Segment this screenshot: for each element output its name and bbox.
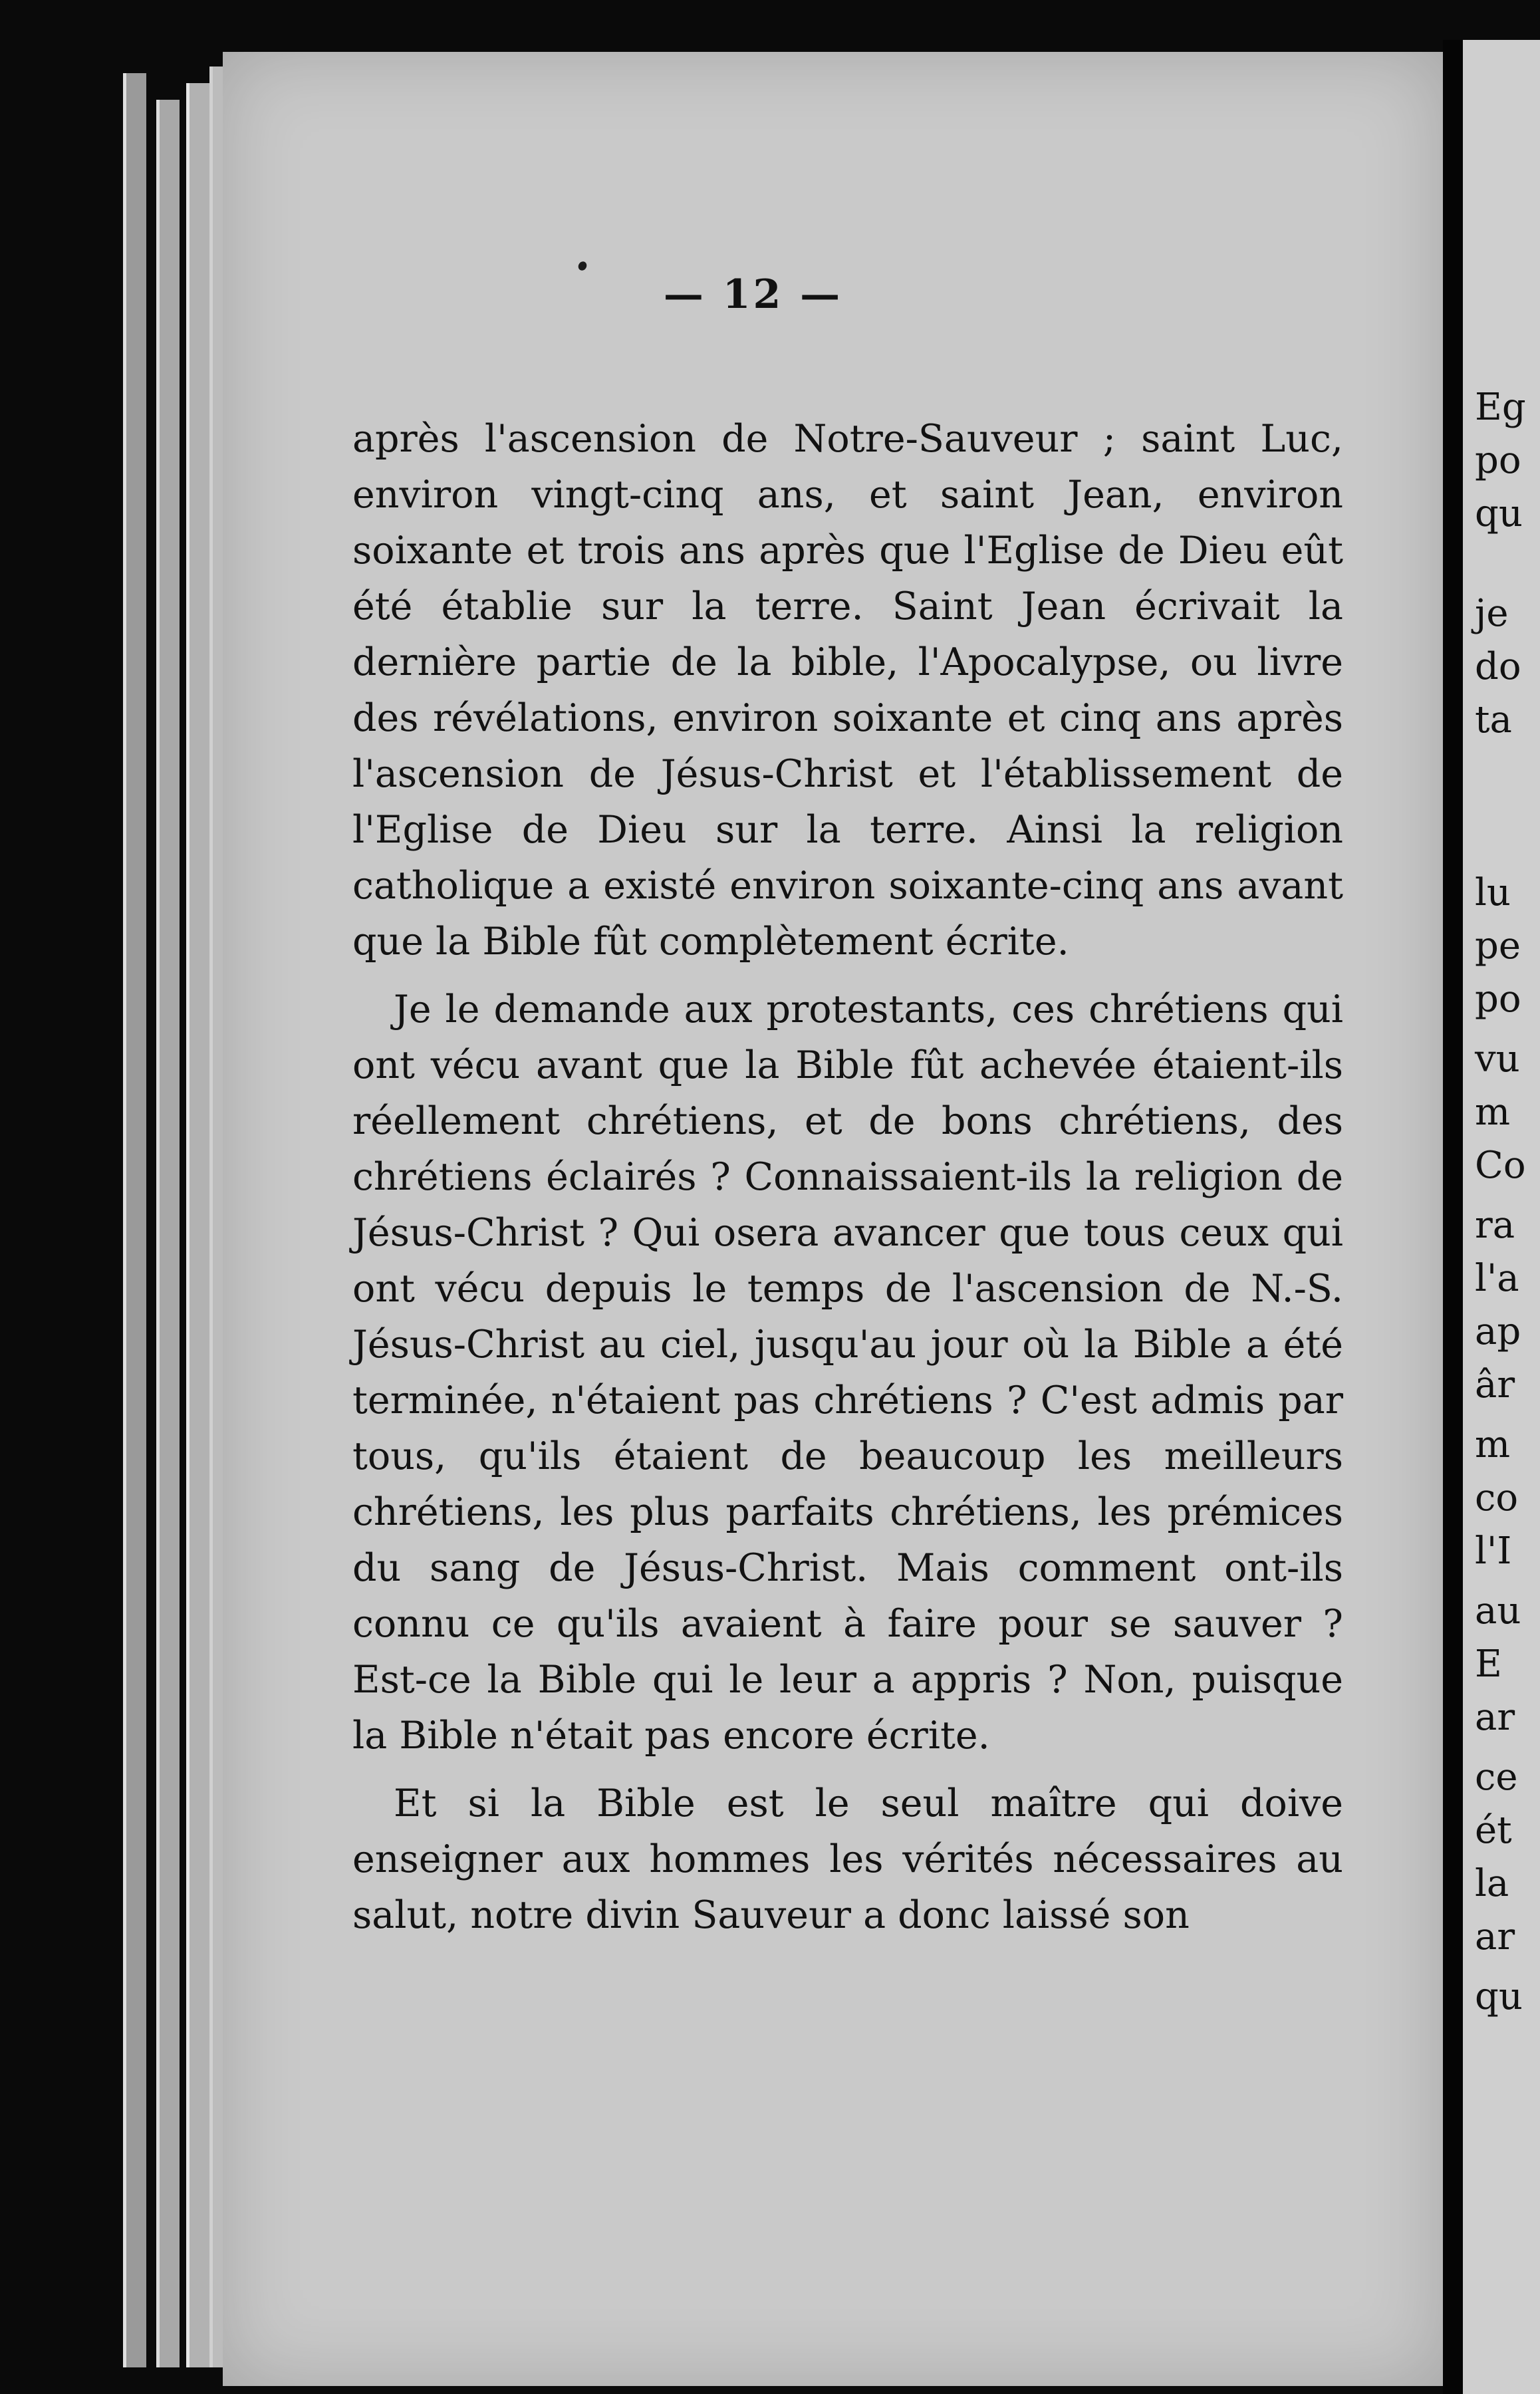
paragraph-3: Et si la Bible est le seul maître qui doive enseigner aux hommes les vérités nécessaires au salut, notre divin Sauveur a donc laissé son [352, 1782, 1343, 1937]
next-page-fragment: po [1475, 978, 1521, 1021]
next-page-fragment: co [1475, 1476, 1519, 1520]
ink-speck [577, 260, 588, 272]
next-page-fragment: Eg [1475, 386, 1526, 429]
paragraph-2: Je le demande aux protestants, ces chrétiens qui ont vécu avant que la Bible fût achevée étaient-ils réellement chrétiens, et de bons chrétiens, des chrétiens éclairés ? Connaissaient-ils la religion de Jésus-Christ ? Qui osera avancer que tous ceux qui ont vécu depuis le temps de l'ascension de N.-S. Jésus-Christ au ciel, jusqu'au jour où la Bible a été terminée, n'étaient pas chrétiens ? C'est admis par tous, qu'ils étaient de beaucoup les meilleurs chrétiens, les plus parfaits chrétiens, les prémices du sang de Jésus-Christ. Mais comment ont-ils connu ce qu'ils avaient à faire pour se sauver ? Est-ce la Bible qui le leur a appris ? Non, puisque la Bible n'était pas encore écrite. [352, 988, 1343, 1758]
next-page-fragment: ce [1475, 1756, 1518, 1799]
next-page-fragment: âr [1475, 1363, 1515, 1406]
next-page-fragment: l'I [1475, 1530, 1512, 1573]
next-page-fragment: l'a [1475, 1257, 1519, 1300]
next-page-fragment: Co [1475, 1144, 1526, 1187]
next-page-fragment: lu [1475, 871, 1511, 914]
next-page-fragment: ta [1475, 698, 1512, 741]
page-edge [123, 73, 146, 2367]
next-page-fragment: ét [1475, 1809, 1512, 1852]
next-page-fragment: qu [1475, 1975, 1523, 2018]
next-page-fragment: vu [1475, 1037, 1520, 1081]
page-number: — 12 — [663, 271, 843, 318]
next-page-edge [1463, 40, 1540, 2394]
page-body-text [352, 411, 1343, 1943]
book-page [223, 52, 1443, 2386]
next-page-fragment: ar [1475, 1915, 1515, 1958]
next-page-fragment: ar [1475, 1696, 1515, 1739]
next-page-fragment: au [1475, 1589, 1521, 1633]
next-page-fragment: ap [1475, 1310, 1521, 1353]
next-page-fragment: qu [1475, 492, 1523, 535]
next-page-fragment: do [1475, 645, 1521, 688]
next-page-fragment: la [1475, 1862, 1509, 1905]
book-gutter [1443, 40, 1463, 2394]
page-edge [156, 100, 180, 2367]
next-page-fragment: E [1475, 1643, 1502, 1686]
next-page-fragment: po [1475, 439, 1521, 482]
next-page-fragment: pe [1475, 924, 1521, 968]
next-page-fragment: m [1475, 1423, 1511, 1466]
next-page-fragment: m [1475, 1091, 1511, 1134]
next-page-fragment: je [1475, 592, 1509, 635]
next-page-fragment: ra [1475, 1204, 1515, 1247]
page-edge [186, 83, 209, 2367]
paragraph-1: après l'ascension de Notre-Sauveur ; saint Luc, environ vingt-cinq ans, et saint Jean, environ soixante et trois ans après que l'Eglise de Dieu eût été établie sur la terre. Saint Jean écrivait la dernière partie de la bible, l'Apocalypse, ou livre des révélations, environ soixante et cinq ans après l'ascension de Jésus-Christ et l'établissement de l'Eglise de Dieu sur la terre. Ainsi la religion catholique a existé environ soixante-cinq ans avant que la Bible fût complètement écrite. [352, 417, 1343, 964]
